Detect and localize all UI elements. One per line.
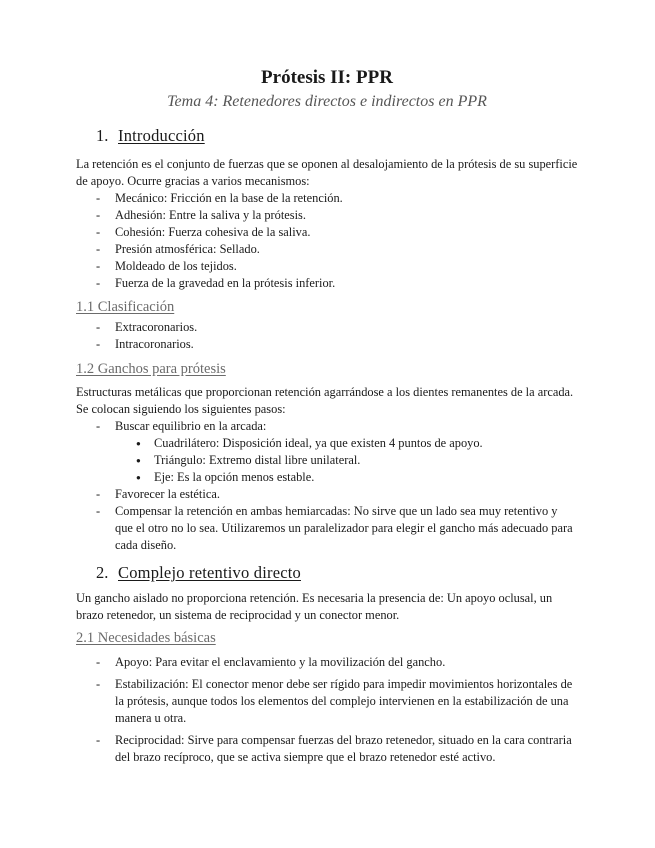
complejo-paragraph: Un gancho aislado no proporciona retención. Es necesaria la presencia de: Un apoyo oclusal, un brazo retenedor, un sistema de reciprocidad y un conector menor. [76, 591, 553, 622]
section-title: Complejo retentivo directo [118, 563, 301, 582]
section-title: Introducción [118, 126, 205, 145]
list-item: - Estabilización: El conector menor debe ser rígido para impedir movimientos horizontales de la prótesis, aunque todos los elementos del complejo intervienen en la estabilización de una manera u otra. [76, 676, 578, 727]
subsection-1-2-heading: 1.2 Ganchos para prótesis [76, 361, 226, 377]
sublist-item: ● Eje: Es la opción menos estable. [76, 469, 578, 486]
steps-list-continued [76, 486, 578, 554]
document-title: Prótesis II: PPR [261, 67, 393, 88]
list-item: - Compensar la retención en ambas hemiarcadas: No sirve que un lado sea muy retentivo y que el otro no lo sea. Utilizaremos un paralelizador para elegir el gancho más adecuado para cada diseño. [76, 503, 578, 554]
section-number: 2. [96, 563, 109, 582]
document-page [76, 66, 578, 771]
mechanisms-list [76, 190, 578, 292]
list-item: - Reciprocidad: Sirve para compensar fuerzas del brazo retenedor, situado en la cara contraria del brazo recíproco, que se activa siempre que el brazo retenedor esté activo. [76, 732, 578, 766]
equilibrium-sublist [76, 435, 578, 486]
section-number: 1. [96, 126, 109, 145]
list-item: - Adhesión: Entre la saliva y la prótesis. [76, 207, 578, 224]
sublist-item: ● Cuadrilátero: Disposición ideal, ya que existen 4 puntos de apoyo. [76, 435, 578, 452]
list-item: - Extracoronarios. [76, 319, 578, 336]
list-item: - Mecánico: Fricción en la base de la retención. [76, 190, 578, 207]
list-item: - Presión atmosférica: Sellado. [76, 241, 578, 258]
intro-paragraph: La retención es el conjunto de fuerzas que se oponen al desalojamiento de la prótesis de su superficie de apoyo. Ocurre gracias a varios mecanismos: [76, 157, 578, 188]
list-item: - Fuerza de la gravedad en la prótesis inferior. [76, 275, 578, 292]
ganchos-paragraph: Estructuras metálicas que proporcionan retención agarrándose a los dientes remanentes de la arcada. Se colocan siguiendo los siguientes pasos: [76, 385, 574, 416]
sublist-item: ● Triángulo: Extremo distal libre unilateral. [76, 452, 578, 469]
section-1-heading [76, 125, 578, 147]
subsection-1-1-heading: 1.1 Clasificación [76, 299, 175, 315]
needs-list [76, 654, 578, 766]
subsection-2-1-heading: 2.1 Necesidades básicas [76, 630, 216, 646]
classification-list [76, 319, 578, 353]
list-item: - Apoyo: Para evitar el enclavamiento y la movilización del gancho. [76, 654, 578, 671]
list-item: - Intracoronarios. [76, 336, 578, 353]
steps-list [76, 418, 578, 435]
section-2-heading [76, 562, 578, 584]
list-item: - Moldeado de los tejidos. [76, 258, 578, 275]
list-item: - Cohesión: Fuerza cohesiva de la saliva. [76, 224, 578, 241]
list-item: - Favorecer la estética. [76, 486, 578, 503]
document-subtitle: Tema 4: Retenedores directos e indirectos en PPR [167, 93, 487, 110]
list-item: - Buscar equilibrio en la arcada: [76, 418, 578, 435]
